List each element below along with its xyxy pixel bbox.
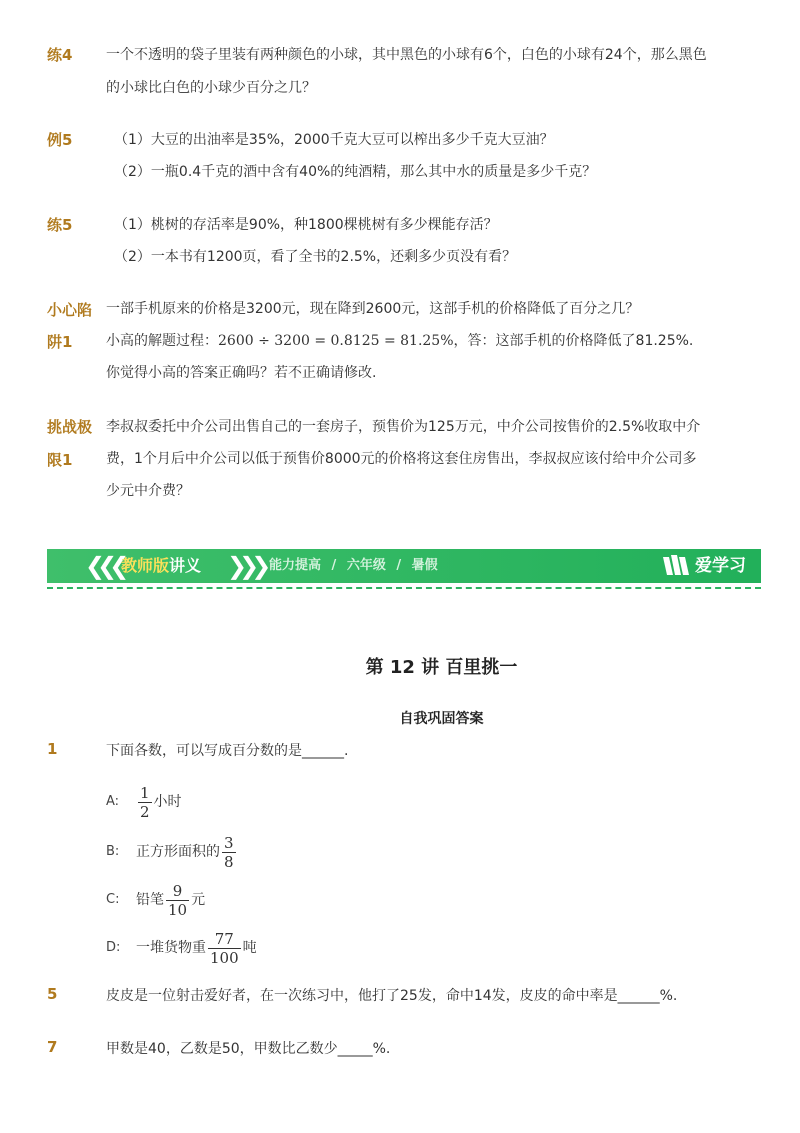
trap-tag-line-2: 阱1 <box>47 333 73 351</box>
option-letter: B: <box>106 844 120 859</box>
fraction-numerator: 3 <box>224 833 234 852</box>
trap-line-2-suffix: ，答：这部手机的价格降低了81.25%. <box>453 333 694 349</box>
challenge-line-3: 少元中介费？ <box>106 483 190 499</box>
fraction <box>166 882 189 919</box>
option-suffix: 小时 <box>153 794 182 810</box>
option-prefix: 一堆货物重 <box>136 940 206 956</box>
fraction-denominator: 2 <box>140 802 150 821</box>
question-number: 5 <box>47 985 58 1003</box>
exercise-4-tag: 练4 <box>47 46 73 64</box>
exercise-4-line-1: 一个不透明的袋子里装有两种颜色的小球，其中黑色的小球有6个，白色的小球有24个，那么黑色 <box>106 47 707 63</box>
breadcrumb-item: 能力提高 <box>269 558 322 573</box>
exercise-4-line-2: 的小球比白色的小球少百分之几？ <box>106 80 316 96</box>
fraction-numerator: 1 <box>140 783 150 802</box>
fraction-denominator: 100 <box>210 948 239 967</box>
breadcrumb-item: 六年级 <box>346 558 386 573</box>
challenge-line-2: 费，1个月后中介公司以低于预售价8000元的价格将这套住房售出，李叔叔应该付给中介公司多 <box>106 451 697 467</box>
option-c <box>106 878 205 922</box>
fraction <box>222 834 236 871</box>
trap-line-1: 一部手机原来的价格是3200元，现在降到2600元，这部手机的价格降低了百分之几？ <box>106 301 640 317</box>
section-subtitle: 自我巩固答案 <box>399 711 484 727</box>
example-5-question-2: （2）一瓶0.4千克的酒中含有40%的纯酒精，那么其中水的质量是多少千克？ <box>114 164 597 180</box>
breadcrumb-separator: / <box>396 558 402 573</box>
option-b <box>106 830 238 874</box>
option-suffix: 吨 <box>242 940 257 956</box>
trap-tag-line-1: 小心陷 <box>47 301 93 319</box>
question-5-text: 皮皮是一位射击爱好者，在一次练习中，他打了25发，命中14发，皮皮的命中率是______%. <box>106 988 678 1004</box>
banner-divider <box>47 587 761 589</box>
banner-title <box>121 549 201 583</box>
challenge-tag-line-1: 挑战极 <box>47 418 93 436</box>
example-5-question-1: （1）大豆的出油率是35%，2000千克大豆可以榨出多少千克大豆油？ <box>114 132 554 148</box>
breadcrumb-separator: / <box>331 558 337 573</box>
trap-line-2-prefix: 小高的解题过程： <box>106 333 218 349</box>
option-prefix: 正方形面积的 <box>136 844 220 860</box>
fraction-denominator: 10 <box>168 900 188 919</box>
fraction-numerator: 77 <box>208 930 241 949</box>
breadcrumb <box>269 549 438 583</box>
brand-logo-icon <box>661 553 691 583</box>
chevrons-right-icon: ❯❯❯ <box>227 552 264 580</box>
exercise-5-tag: 练5 <box>47 216 73 234</box>
teacher-edition-banner <box>47 549 761 583</box>
fraction-denominator: 8 <box>224 852 234 871</box>
option-letter: C: <box>106 892 120 907</box>
chevrons-left-icon: ❮❮❮ <box>85 552 122 580</box>
exercise-5-question-1: （1）桃树的存活率是90%，种1800棵桃树有多少棵能存活？ <box>114 217 498 233</box>
question-number: 7 <box>47 1038 58 1056</box>
challenge-line-1: 李叔叔委托中介公司出售自己的一套房子，预售价为125万元，中介公司按售价的2.5%收取中介 <box>106 419 701 435</box>
question-1-text: 下面各数，可以写成百分数的是______. <box>106 743 349 759</box>
fraction <box>138 784 152 821</box>
lecture-title: 第 12 讲 百里挑一 <box>365 657 518 678</box>
example-5-tag: 例5 <box>47 131 73 149</box>
fraction-numerator: 9 <box>166 882 189 901</box>
breadcrumb-item: 暑假 <box>411 558 438 573</box>
trap-line-2 <box>106 330 693 352</box>
question-number: 1 <box>47 740 58 758</box>
trap-line-3: 你觉得小高的答案正确吗？若不正确请修改. <box>106 365 377 381</box>
exercise-5-question-2: （2）一本书有1200页，看了全书的2.5%，还剩多少页没有看？ <box>114 249 517 265</box>
option-d <box>106 926 257 970</box>
option-suffix: 元 <box>191 892 206 908</box>
banner-title-notes: 讲义 <box>169 556 202 575</box>
option-prefix: 铅笔 <box>136 892 164 908</box>
option-letter: D: <box>106 940 121 955</box>
banner-title-teacher: 教师版 <box>121 556 170 575</box>
option-a <box>106 780 182 824</box>
challenge-tag-line-2: 限1 <box>47 451 73 469</box>
question-7-text: 甲数是40，乙数是50，甲数比乙数少_____%. <box>106 1041 391 1057</box>
fraction <box>208 930 241 967</box>
brand-logo-text: 爱学习 <box>695 556 746 576</box>
option-letter: A: <box>106 794 120 809</box>
trap-line-2-math: 2600 ÷ 3200 = 0.8125 = 81.25% <box>218 333 454 349</box>
